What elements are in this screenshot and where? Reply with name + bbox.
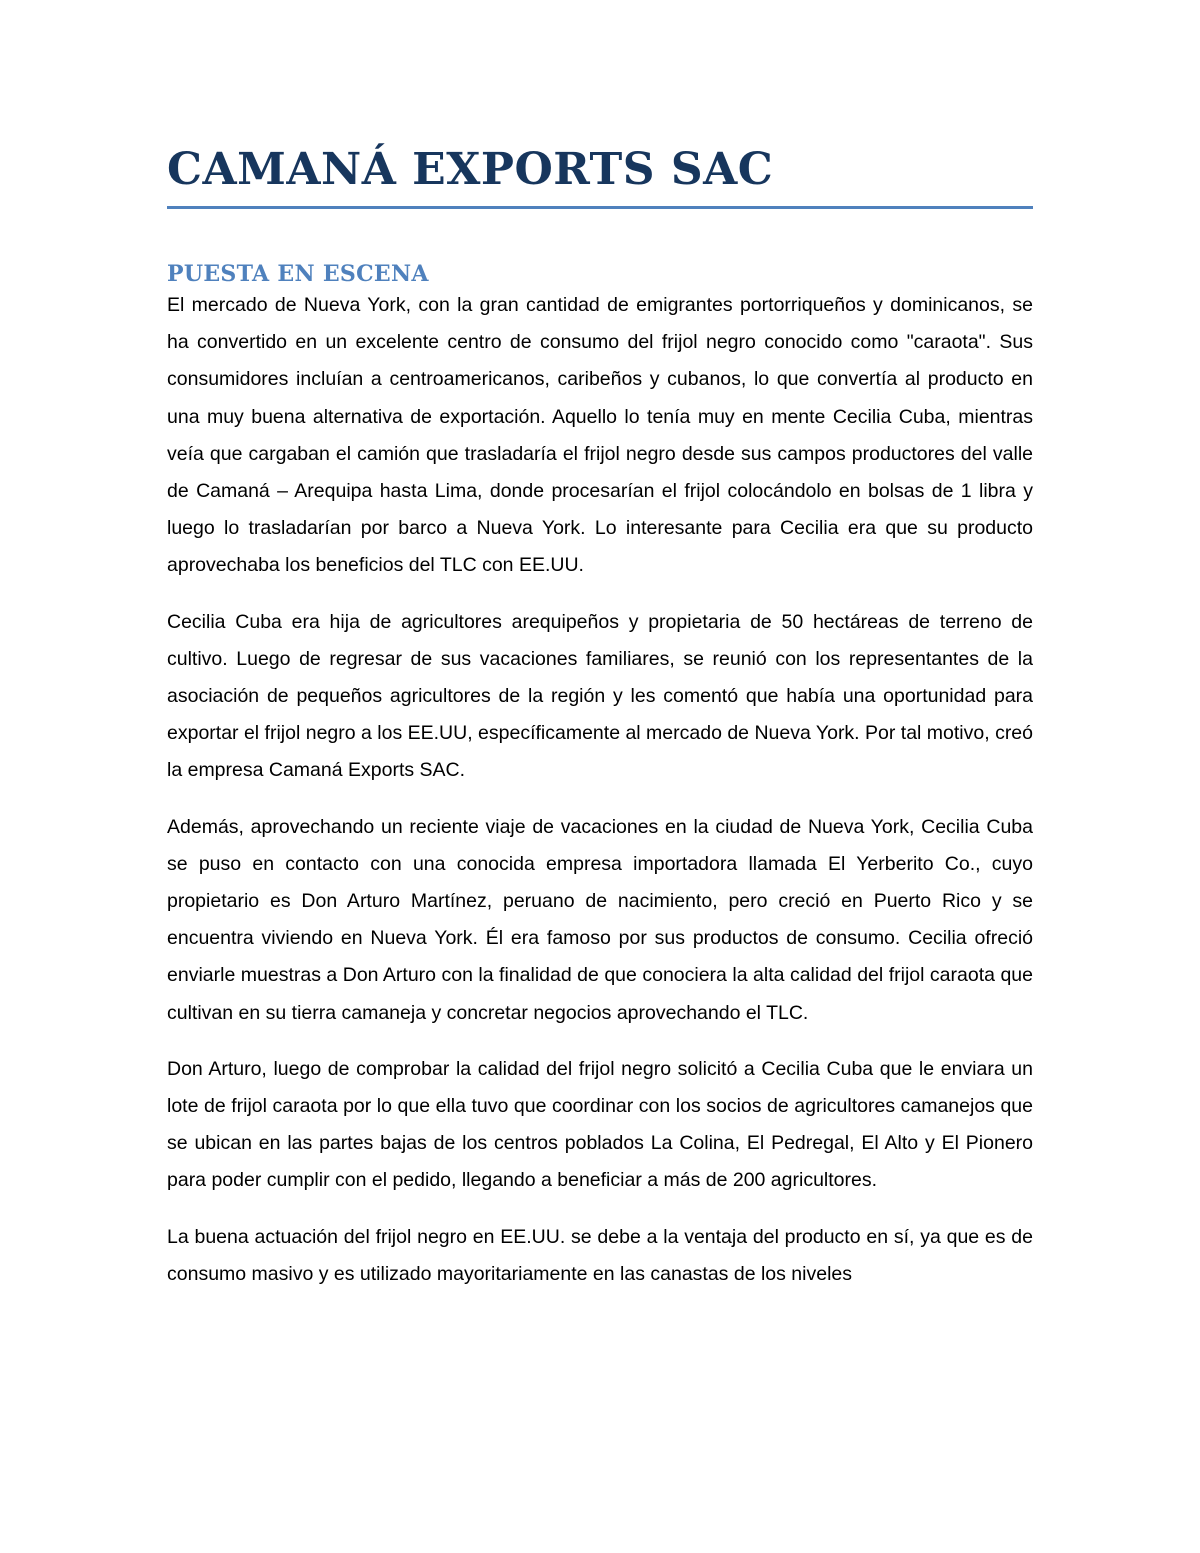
document-title: CAMANÁ EXPORTS SAC bbox=[167, 144, 774, 195]
paragraph: Cecilia Cuba era hija de agricultores arequipeños y propietaria de 50 hectáreas de terreno de cultivo. Luego de regresar de sus vacaciones familiares, se reunió con los representantes de la asociación de pequeños agricultores de la región y les comentó que había una oportunidad para exportar el frijol negro a los EE.UU, específicamente al mercado de Nueva York. Por tal motivo, creó la empresa Camaná Exports SAC. bbox=[167, 610, 1033, 782]
section-heading: PUESTA EN ESCENA bbox=[167, 261, 429, 287]
title-underline bbox=[167, 206, 1033, 209]
document-page bbox=[167, 140, 1033, 1312]
paragraph: Además, aprovechando un reciente viaje de vacaciones en la ciudad de Nueva York, Cecilia Cuba se puso en contacto con una conocida empresa importadora llamada El Yerberito Co., cuyo propietario es Don Arturo Martínez, peruano de nacimiento, pero creció en Puerto Rico y se encuentra viviendo en Nueva York. Él era famoso por sus productos de consumo. Cecilia ofreció enviarle muestras a Don Arturo con la finalidad de que conociera la alta calidad del frijol caraota que cultivan en su tierra camaneja y concretar negocios aprovechando el TLC. bbox=[167, 815, 1033, 1024]
paragraph: El mercado de Nueva York, con la gran cantidad de emigrantes portorriqueños y dominicanos, se ha convertido en un excelente centro de consumo del frijol negro conocido como "caraota". Sus consumidores incluían a centroamericanos, caribeños y cubanos, lo que convertía al producto en una muy buena alternativa de exportación. Aquello lo tenía muy en mente Cecilia Cuba, mientras veía que cargaban el camión que trasladaría el frijol negro desde sus campos productores del valle de Camaná – Arequipa hasta Lima, donde procesarían el frijol colocándolo en bolsas de 1 libra y luego lo trasladarían por barco a Nueva York. Lo interesante para Cecilia era que su producto aprovechaba los beneficios del TLC con EE.UU. bbox=[167, 294, 1033, 577]
paragraph: Don Arturo, luego de comprobar la calidad del frijol negro solicitó a Cecilia Cuba que le enviara un lote de frijol caraota por lo que ella tuvo que coordinar con los socios de agricultores camanejos que se ubican en las partes bajas de los centros poblados La Colina, El Pedregal, El Alto y El Pionero para poder cumplir con el pedido, llegando a beneficiar a más de 200 agricultores. bbox=[167, 1057, 1033, 1192]
paragraph: La buena actuación del frijol negro en EE.UU. se debe a la ventaja del producto en sí, ya que es de consumo masivo y es utilizado mayoritariamente en las canastas de los niveles bbox=[167, 1225, 1033, 1285]
